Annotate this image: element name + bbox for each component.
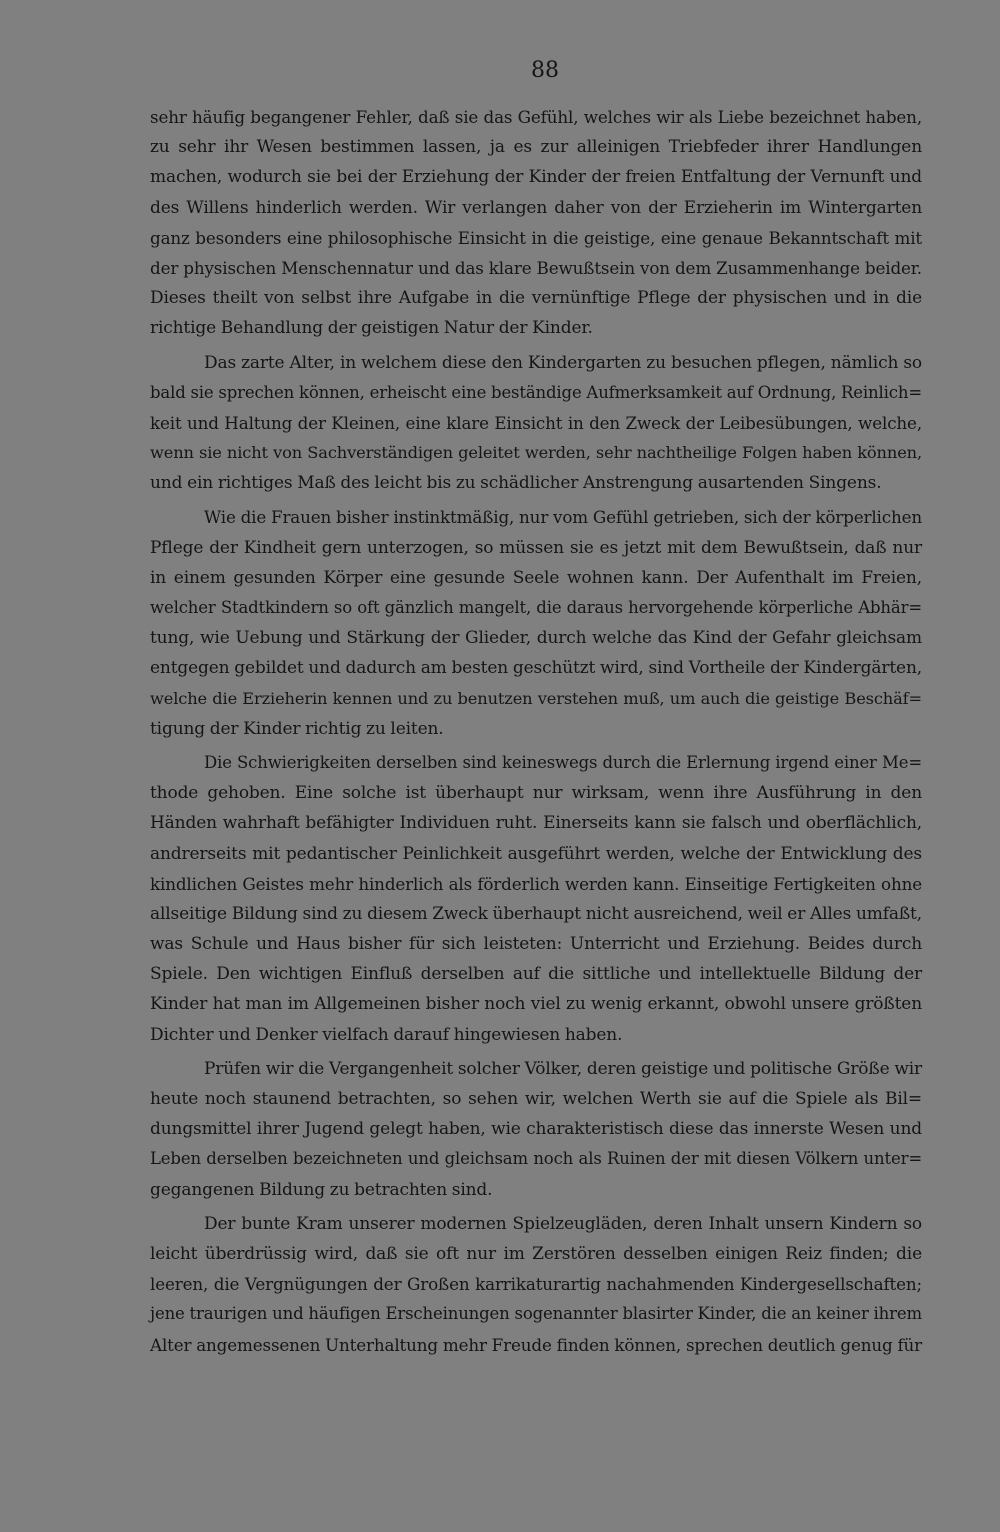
text-line: wenn sie nicht von Sachverständigen geleitet werden, sehr nachtheilige Folgen haben können, [150, 443, 922, 463]
text-line: tung, wie Uebung und Stärkung der Glieder, durch welche das Kind der Gefahr gleichsam [150, 628, 922, 649]
text-line: keit und Haltung der Kleinen, eine klare Einsicht in den Zweck der Leibesübungen, welche, [150, 412, 922, 433]
text-line: sehr häufig begangener Fehler, daß sie das Gefühl, welches wir als Liebe bezeichnet haben, [150, 107, 922, 127]
text-line: jene traurigen und häufigen Erscheinungen sogenannter blasirter Kinder, die an keiner ihrem [150, 1304, 922, 1324]
text-line: Der bunte Kram unserer modernen Spielzeugläden, deren Inhalt unsern Kindern so [204, 1213, 922, 1234]
text-line: in einem gesunden Körper eine gesunde Seele wohnen kann. Der Aufenthalt im Freien, [150, 567, 922, 588]
page-number: 88 [531, 58, 559, 83]
text-line: Pflege der Kindheit gern unterzogen, so müssen sie es jetzt mit dem Bewußtsein, daß nur [150, 537, 922, 558]
text-line: welche die Erzieherin kennen und zu benutzen verstehen muß, um auch die geistige Beschäf= [150, 688, 922, 708]
text-line: leicht überdrüssig wird, daß sie oft nur im Zerstören desselben einigen Reiz finden; die [150, 1243, 922, 1264]
text-line: des Willens hinderlich werden. Wir verlangen daher von der Erzieherin im Wintergarten [150, 197, 922, 218]
text-line: richtige Behandlung der geistigen Natur der Kinder. [150, 318, 593, 339]
text-line: heute noch staunend betrachten, so sehen wir, welchen Werth sie auf die Spiele als Bil= [150, 1089, 922, 1109]
text-line: Kinder hat man im Allgemeinen bisher noch viel zu wenig erkannt, obwohl unsere größten [150, 994, 922, 1015]
text-line: Prüfen wir die Vergangenheit solcher Völker, deren geistige und politische Größe wir [204, 1058, 922, 1079]
page-body-text [150, 102, 922, 1360]
text-line: dungsmittel ihrer Jugend gelegt haben, wie charakteristisch diese das innerste Wesen und [150, 1119, 922, 1140]
paragraph [150, 1209, 922, 1360]
paragraph [150, 748, 922, 1050]
text-line: leeren, die Vergnügungen der Großen karrikaturartig nachahmenden Kindergesellschaften; [150, 1274, 922, 1295]
text-line: entgegen gebildet und dadurch am besten geschützt wird, sind Vortheile der Kindergärten, [150, 658, 922, 679]
text-line: bald sie sprechen können, erheischt eine beständige Aufmerksamkeit auf Ordnung, Reinlich= [150, 382, 922, 402]
text-line: Leben derselben bezeichneten und gleichsam noch als Ruinen der mit diesen Völkern unter= [150, 1149, 922, 1169]
text-line: Wie die Frauen bisher instinktmäßig, nur vom Gefühl getrieben, sich der körperlichen [204, 507, 922, 528]
text-line: allseitige Bildung sind zu diesem Zweck überhaupt nicht ausreichend, weil er Alles umfaßt, [150, 903, 922, 924]
text-line: kindlichen Geistes mehr hinderlich als förderlich werden kann. Einseitige Fertigkeiten ohne [150, 873, 922, 894]
text-line: thode gehoben. Eine solche ist überhaupt nur wirksam, wenn ihre Ausführung in den [150, 783, 922, 804]
paragraph [150, 102, 922, 344]
text-line: Alter angemessenen Unterhaltung mehr Freude finden können, sprechen deutlich genug für [150, 1334, 922, 1355]
text-line: welcher Stadtkindern so oft gänzlich mangelt, die daraus hervorgehende körperliche Abhär= [150, 598, 922, 617]
text-line: tigung der Kinder richtig zu leiten. [150, 718, 444, 739]
text-line: Dichter und Denker vielfach darauf hingewiesen haben. [150, 1024, 623, 1045]
text-line: Spiele. Den wichtigen Einfluß derselben auf die sittliche und intellektuelle Bildung der [150, 964, 922, 985]
text-line: und ein richtiges Maß des leicht bis zu schädlicher Anstrengung ausartenden Singens. [150, 473, 882, 494]
text-line: Dieses theilt von selbst ihre Aufgabe in die vernünftige Pflege der physischen und in die [150, 288, 922, 309]
text-line: Die Schwierigkeiten derselben sind keineswegs durch die Erlernung irgend einer Me= [204, 752, 922, 772]
paragraph [150, 502, 922, 744]
text-line: ganz besonders eine philosophische Einsicht in die geistige, eine genaue Bekanntschaft mit [150, 227, 922, 248]
text-line: der physischen Menschennatur und das klare Bewußtsein von dem Zusammenhange beider. [150, 257, 922, 278]
text-line: was Schule und Haus bisher für sich leisteten: Unterricht und Erziehung. Beides durch [150, 934, 922, 955]
text-line: andrerseits mit pedantischer Peinlichkeit ausgeführt werden, welche der Entwicklung des [150, 843, 922, 864]
text-line: Händen wahrhaft befähigter Individuen ruht. Einerseits kann sie falsch und oberflächlich, [150, 813, 922, 834]
book-page [150, 58, 922, 1360]
text-line: machen, wodurch sie bei der Erziehung der Kinder der freien Entfaltung der Vernunft und [150, 167, 922, 188]
paragraph [150, 348, 922, 499]
text-line: Das zarte Alter, in welchem diese den Kindergarten zu besuchen pflegen, nämlich so [204, 352, 922, 373]
paragraph [150, 1054, 922, 1205]
text-line: gegangenen Bildung zu betrachten sind. [150, 1179, 493, 1200]
text-line: zu sehr ihr Wesen bestimmen lassen, ja es zur alleinigen Triebfeder ihrer Handlungen [150, 137, 922, 158]
